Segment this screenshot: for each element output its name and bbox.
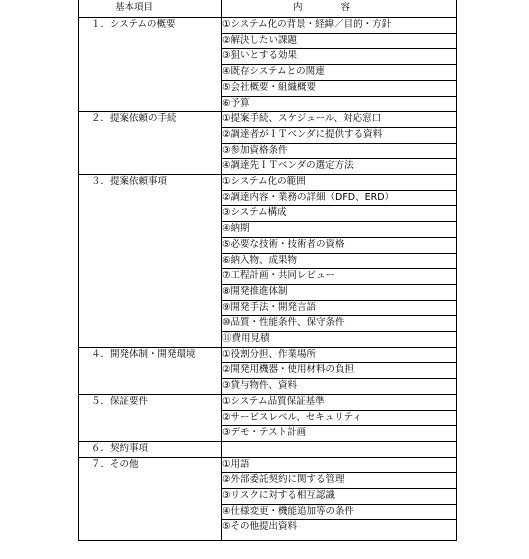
content-item: ②調達内容・業務の詳細（DFD、ERD） [222,191,395,203]
section-label: ７．その他 [91,458,139,470]
item-separator [221,96,456,97]
content-item: ④納期 [222,223,250,235]
content-item: ①役割分担、作業場所 [222,348,317,360]
section-label: ６．契約事項 [91,442,149,454]
content-item: ①提案手続、スケジュール、対応窓口 [222,113,382,125]
content-item: ④調達先ＩＴベンダの選定方法 [222,160,354,172]
rfp-structure-table [78,0,457,541]
content-item: ②開発用機器・使用材料の負担 [222,364,355,376]
content-item: ③デモ・テスト計画 [222,427,307,439]
header-basic-item: 基本項目 [115,2,154,13]
content-item: ①システム化の範囲 [222,176,306,187]
content-item: ③貸与物件、資料 [222,380,298,392]
content-item: ④既存システムとの関連 [222,66,325,78]
content-item: ①システム化の背景・経緯／目的・方針 [222,19,392,30]
item-separator [221,221,456,222]
content-item: ⑨開発手法・開発言語 [222,301,317,313]
section-label: ３．提案依頼事項 [91,176,168,187]
section-label: ５．保証要件 [91,395,149,407]
content-item: ⑥納入物、成果物 [222,254,298,266]
content-item: ⑩品質・性能条件、保守条件 [222,317,345,329]
section-label: ２．提案依頼の手続 [91,113,177,125]
content-item: ①用語 [222,458,250,470]
content-item: ②解決したい課題 [222,34,298,46]
content-item: ⑤会社概要・組織概要 [222,81,317,93]
content-item: ⑤その他提出資料 [222,521,298,533]
content-item: ⑪費用見積 [222,333,270,344]
content-item: ②外部委託契約に関する管理 [222,474,345,486]
section-label: ４．開発体制・開発環境 [91,348,196,360]
content-item: ③リスクに対する相互認識 [222,490,335,501]
content-item: ③参加資格条件 [222,144,288,156]
content-item: ②サービスレベル、セキュリティ [222,411,362,423]
content-item: ⑧開発推進体制 [222,285,288,297]
section-label: １．システムの概要 [91,19,176,30]
content-item: ⑤必要な技術・技術者の資格 [222,238,345,250]
table-header [79,0,456,18]
header-content: 内 容 [293,2,351,13]
content-item: ③システム構成 [222,207,287,219]
content-item: ④仕様変更・機能追加等の条件 [222,505,355,517]
content-item: ⑦工程計画・共同レビュー [222,270,336,282]
content-item: ③狙いとする効果 [222,50,298,62]
content-item: ②調達者がＩＴベンダに提供する資料 [222,128,383,140]
content-item: ⑥予算 [222,97,250,109]
content-item: ①システム品質保証基準 [222,395,325,407]
